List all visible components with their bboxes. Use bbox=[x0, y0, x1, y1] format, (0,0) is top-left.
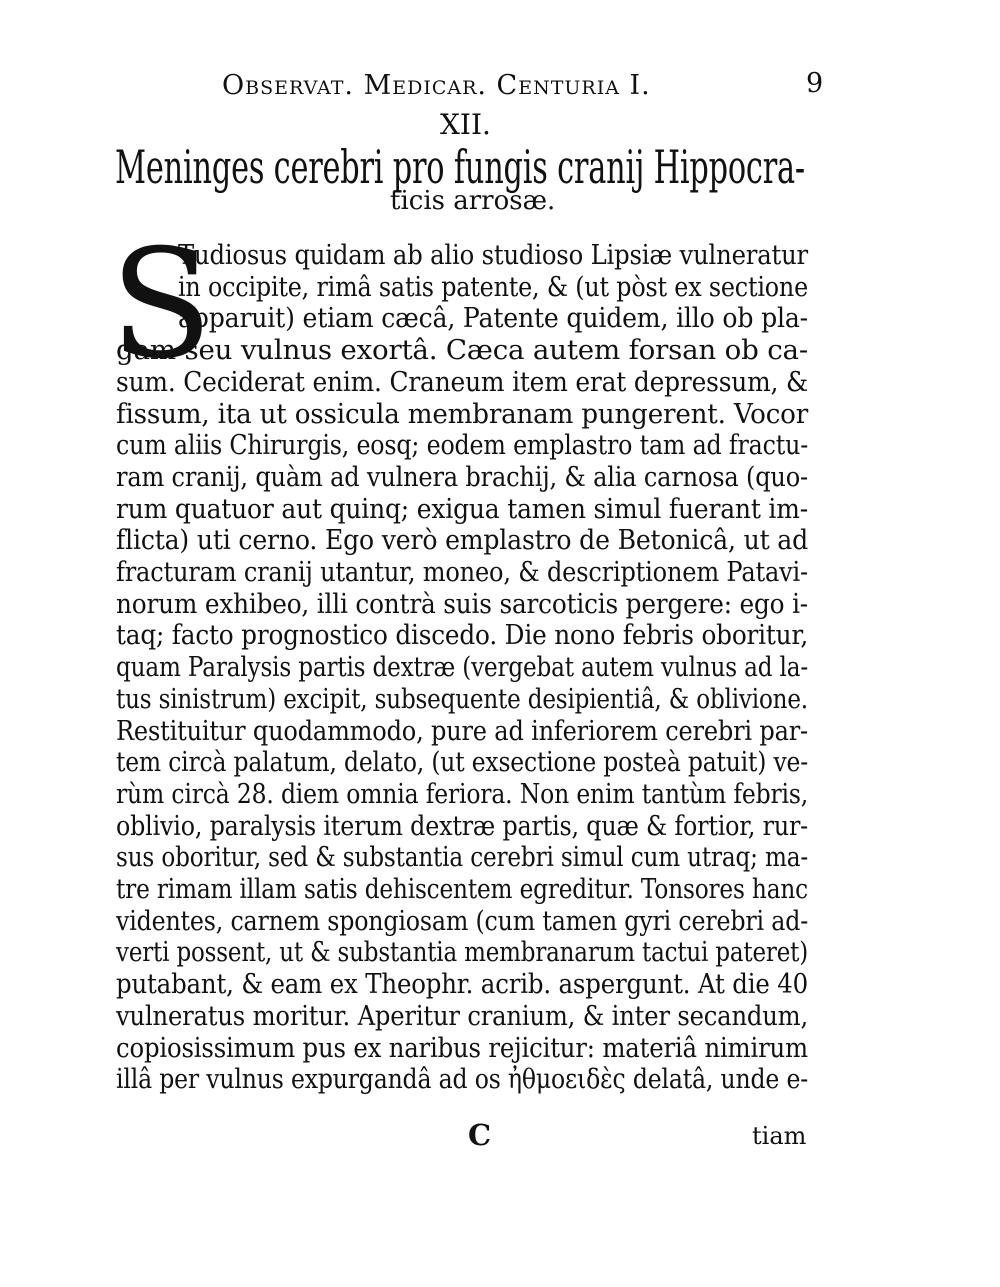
text-line: tre rimam illam satis dehiscentem egreditur. Tonsores hanc bbox=[116, 874, 808, 905]
text-line: fracturam cranij utantur, moneo, & descriptionem Patavi- bbox=[116, 557, 808, 588]
text-line: tem circà palatum, delato, (ut exsectione posteà patuit) ve- bbox=[116, 747, 808, 779]
text-line: tus sinistrum) excipit, subsequente desipientiâ, & oblivione. bbox=[116, 683, 808, 715]
text-line: quam Paralysis partis dextræ (vergebat autem vulnus ad la- bbox=[116, 652, 808, 684]
text-line: gam seu vulnus exortâ. Cæca autem forsan ob ca- bbox=[116, 335, 808, 367]
text-line: sum. Ceciderat enim. Craneum item erat depressum, & bbox=[116, 366, 808, 398]
text-line: apparuit) etiam cæcâ, Patente quidem, illo ob pla- bbox=[178, 303, 808, 335]
text-line: norum exhibeo, illi contrà suis sarcoticis pergere: ego i- bbox=[116, 588, 808, 620]
text-line: verti possent, ut & substantia membranarum tactui pateret) bbox=[116, 937, 809, 969]
text-line: rùm circà 28. diem omnia feriora. Non enim tantùm febris, bbox=[116, 778, 809, 810]
text-line: sus oboritur, sed & substantia cerebri simul cum utraq; ma- bbox=[116, 842, 809, 874]
observation-title-line-1: Meninges cerebri pro fungis cranij Hippocra- bbox=[115, 140, 805, 194]
catchword: tiam bbox=[752, 1122, 807, 1150]
text-line: illâ per vulnus expurgandâ ad os ἠθμοειδὲς delatâ, unde e- bbox=[116, 1064, 809, 1096]
text-line: ram cranij, quàm ad vulnera brachij, & alia carnosa (quo- bbox=[116, 461, 808, 493]
text-line: fissum, ita ut ossicula membranam pungerent. Vocor bbox=[116, 398, 809, 430]
text-line: flicta) uti cerno. Ego verò emplastro de Betonicâ, ut ad bbox=[116, 525, 809, 557]
observation-title-line-2: ticis arrosæ. bbox=[390, 186, 556, 216]
drop-cap-initial: S bbox=[110, 218, 213, 392]
text-line: in occipite, rimâ satis patente, & (ut pòst ex sectione bbox=[178, 271, 808, 303]
text-line: Tudiosus quidam ab alio studioso Lipsiæ vulneratur bbox=[178, 240, 808, 271]
text-line: vulneratus moritur. Aperitur cranium, & inter secandum, bbox=[116, 1000, 808, 1032]
text-line: putabant, & eam ex Theophr. acrib. aspergunt. At die 40 bbox=[116, 969, 808, 1001]
text-line: copiosissimum pus ex naribus rejicitur: materiâ nimirum bbox=[116, 1032, 808, 1064]
text-line: rum quatuor aut quinq; exigua tamen simul fuerant im- bbox=[116, 493, 808, 525]
text-line: taq; facto prognostico discedo. Die nono febris oboritur, bbox=[116, 620, 809, 652]
running-title: Observat. Medicar. Centuria I. bbox=[222, 70, 651, 101]
text-line: Restituitur quodammodo, pure ad inferiorem cerebri par- bbox=[116, 715, 808, 747]
text-line: cum aliis Chirurgis, eosq; eodem emplastro tam ad fractu- bbox=[116, 430, 809, 462]
signature-mark: C bbox=[468, 1118, 492, 1152]
page-number: 9 bbox=[806, 68, 824, 99]
text-line: videntes, carnem spongiosam (cum tamen gyri cerebri ad- bbox=[116, 905, 809, 937]
observation-number: XII. bbox=[440, 108, 491, 141]
text-line: oblivio, paralysis iterum dextræ partis, quæ & fortior, rur- bbox=[116, 810, 809, 842]
